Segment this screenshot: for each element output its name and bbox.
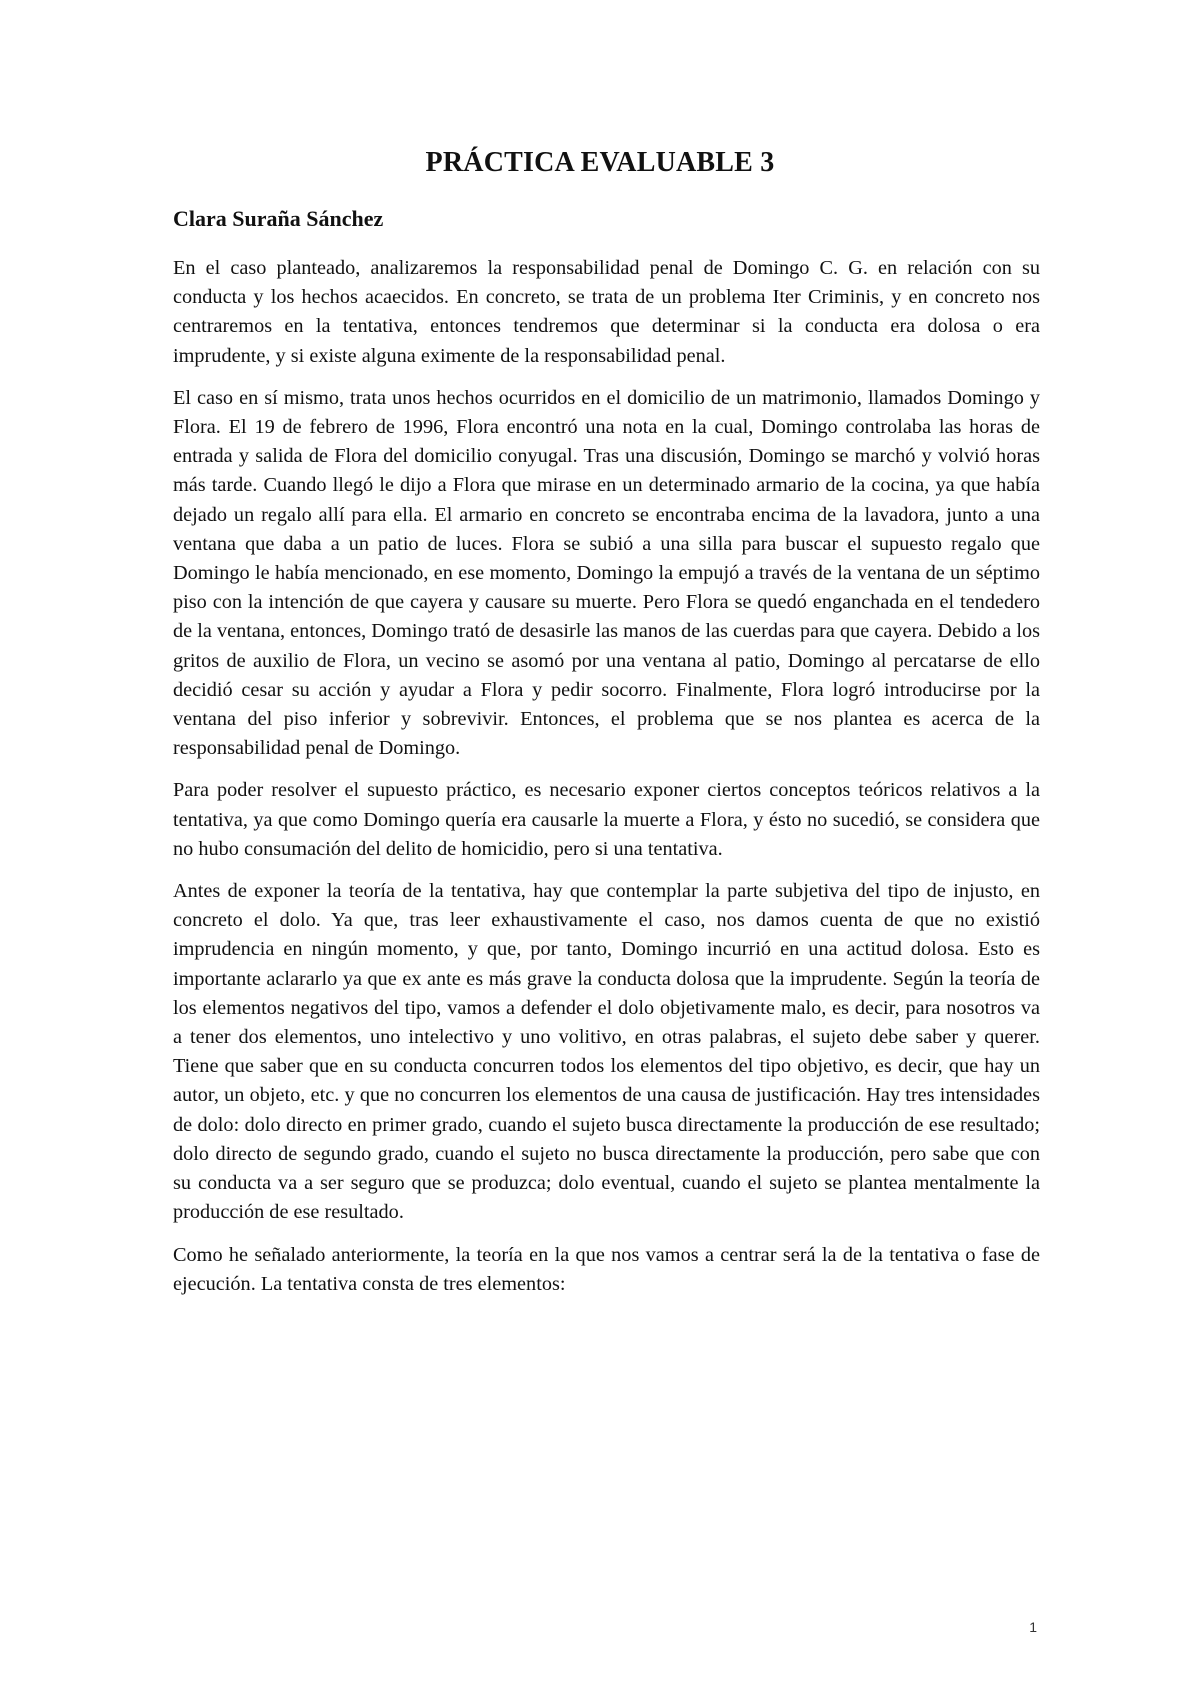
paragraph-tentativa: Como he señalado anteriormente, la teoría en la que nos vamos a centrar será la de la tentativa o fase de ejecución. La tentativa consta de tres elementos: [173,1243,1040,1295]
page-number: 1 [1029,1619,1037,1635]
paragraph-dolo: Antes de exponer la teoría de la tentativa, hay que contemplar la parte subjetiva del tipo de injusto, en concreto el dolo. Ya que, tras leer exhaustivamente el caso, nos damos cuenta de que no existió imprudencia en ningún momento, y que, por tanto, Domingo incurrió en una actitud dolosa. Esto es importante aclararlo ya que ex ante es más grave la conducta dolosa que la imprudente. Según la teoría de los elementos negativos del tipo, vamos a defender el dolo objetivamente malo, es decir, para nosotros va a tener dos elementos, uno intelectivo y uno volitivo, en otras palabras, el sujeto debe saber y querer. Tiene que saber que en su conducta concurren todos los elementos del tipo objetivo, es decir, que hay un autor, un objeto, etc. y que no concurren los elementos de una causa de justificación. Hay tres intensidades de dolo: dolo directo en primer grado, cuando el sujeto busca directamente la producción de ese resultado; dolo directo de segundo grado, cuando el sujeto no busca directamente la producción, pero sabe que con su conducta va a ser seguro que se produzca; dolo eventual, cuando el sujeto se plantea mentalmente la producción de ese resultado. [173,880,1040,1224]
document-title: PRÁCTICA EVALUABLE 3 [425,147,775,178]
author-name: Clara Suraña Sánchez [173,206,384,231]
document-body [173,254,1040,1312]
paragraph-theory-intro: Para poder resolver el supuesto práctico, es necesario exponer ciertos conceptos teóricos relativos a la tentativa, ya que como Domingo quería era causarle la muerte a Flora, y ésto no sucedió, se considera que no hubo consumación del delito de homicidio, pero si una tentativa. [173,779,1040,860]
paragraph-facts: El caso en sí mismo, trata unos hechos ocurridos en el domicilio de un matrimonio, llamados Domingo y Flora. El 19 de febrero de 1996, Flora encontró una nota en la cual, Domingo controlaba las horas de entrada y salida de Flora del domicilio conyugal. Tras una discusión, Domingo se marchó y volvió horas más tarde. Cuando llegó le dijo a Flora que mirase en un determinado armario de la cocina, ya que había dejado un regalo allí para ella. El armario en concreto se encontraba encima de la lavadora, junto a una ventana que daba a un patio de luces. Flora se subió a una silla para buscar el supuesto regalo que Domingo le había mencionado, en ese momento, Domingo la empujó a través de la ventana de un séptimo piso con la intención de que cayera y causare su muerte. Pero Flora se quedó enganchada en el tendedero de la ventana, entonces, Domingo trató de desasirle las manos de las cuerdas para que cayera. Debido a los gritos de auxilio de Flora, un vecino se asomó por una ventana al patio, Domingo al percatarse de ello decidió cesar su acción y ayudar a Flora y pedir socorro. Finalmente, Flora logró introducirse por la ventana del piso inferior y sobrevivir. Entonces, el problema que se nos plantea es acerca de la responsabilidad penal de Domingo. [173,386,1040,760]
paragraph-intro: En el caso planteado, analizaremos la responsabilidad penal de Domingo C. G. en relación con su conducta y los hechos acaecidos. En concreto, se trata de un problema Iter Criminis, y en concreto nos centraremos en la tentativa, entonces tendremos que determinar si la conducta era dolosa o era imprudente, y si existe alguna eximente de la responsabilidad penal. [173,257,1040,367]
